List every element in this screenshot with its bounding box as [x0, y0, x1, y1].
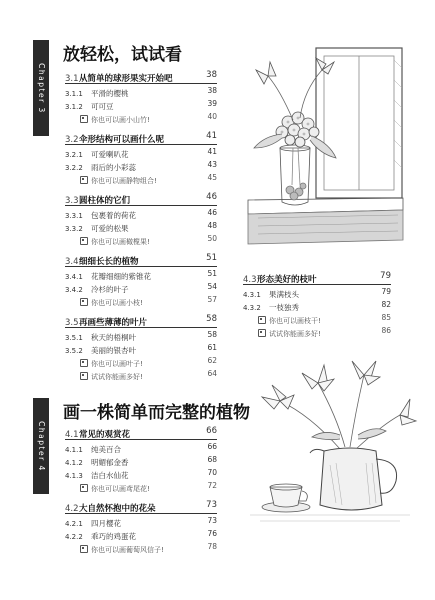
toc-list [65, 424, 217, 553]
toc-label: 平滑的樱桃 [91, 89, 129, 98]
pencil-note-icon [258, 316, 266, 324]
toc-number: 4.3 [243, 275, 257, 285]
pencil-note-icon [258, 329, 266, 337]
toc-page-number: 51 [207, 269, 217, 278]
toc-number: 3.4 [65, 257, 79, 267]
tip-icon [65, 114, 91, 127]
toc-number: 4.3.2 [243, 304, 261, 312]
toc-number: 3.5 [65, 318, 79, 328]
chapter-title: 放轻松，试试看 [63, 45, 182, 65]
toc-label: 细细长长的植物 [79, 257, 139, 267]
toc-item [65, 219, 217, 232]
toc-page-number: 82 [381, 300, 391, 309]
toc-item [65, 527, 217, 540]
toc-item [65, 280, 217, 293]
toc-label: 你也可以画叶子! [91, 360, 143, 368]
toc-number: 3.1.2 [65, 103, 83, 111]
tip-icon [65, 371, 91, 384]
toc-page-number: 58 [206, 314, 217, 324]
toc-label: 大自然怀抱中的花朵 [79, 504, 156, 514]
toc-page-number: 43 [207, 160, 217, 169]
pencil-note-icon [80, 545, 88, 553]
toc-tip [65, 293, 217, 306]
toc-page-number: 61 [207, 343, 217, 352]
tip-icon [65, 175, 91, 188]
toc-section [65, 312, 217, 328]
toc-label: 冷杉的叶子 [91, 285, 129, 294]
toc-page-number: 39 [207, 99, 217, 108]
toc-item [65, 206, 217, 219]
toc-page-number: 48 [207, 221, 217, 230]
tip-icon [65, 297, 91, 310]
toc-page-number: 73 [207, 516, 217, 525]
toc-section [65, 498, 217, 514]
tip-icon [243, 328, 269, 341]
toc-number: 3.4.2 [65, 286, 83, 294]
toc-number: 4.2 [65, 504, 79, 514]
tip-icon [65, 483, 91, 496]
toc-tip [243, 324, 391, 337]
toc-label: 试试你能画多好! [91, 373, 143, 381]
toc-page-number: 73 [206, 500, 217, 510]
toc-label: 雨后的小彩蕊 [91, 163, 136, 172]
toc-page-number: 40 [207, 112, 217, 121]
toc-number: 3.3.2 [65, 225, 83, 233]
toc-page-number: 72 [207, 481, 217, 490]
toc-item [243, 298, 391, 311]
toc-number: 3.2 [65, 135, 79, 145]
toc-section [65, 424, 217, 440]
toc-label: 一枝独秀 [269, 303, 299, 312]
toc-item [65, 453, 217, 466]
toc-page-number: 38 [206, 70, 217, 80]
toc-page-number: 50 [207, 234, 217, 243]
toc-page-number: 76 [207, 529, 217, 538]
toc-page-number: 46 [207, 208, 217, 217]
toc-label: 试试你能画多好! [269, 330, 321, 338]
toc-label: 纯美百合 [91, 445, 121, 454]
toc-tip [65, 540, 217, 553]
toc-item [65, 440, 217, 453]
toc-page-number: 78 [207, 542, 217, 551]
toc-number: 4.2.2 [65, 533, 83, 541]
toc-page-number: 79 [380, 271, 391, 281]
lilies-in-pitcher-with-teacup-sketch [240, 355, 420, 530]
toc-number: 4.1 [65, 430, 79, 440]
toc-page-number: 86 [381, 326, 391, 335]
toc-tip [65, 110, 217, 123]
toc-page-number: 85 [381, 313, 391, 322]
toc-label: 你也可以画小枝! [91, 299, 143, 307]
toc-page-number: 66 [207, 442, 217, 451]
toc-label: 你也可以画枝干! [269, 317, 321, 325]
toc-page-number: 54 [207, 282, 217, 291]
toc-page-number: 57 [207, 295, 217, 304]
toc-list [243, 269, 391, 337]
toc-item [65, 84, 217, 97]
pencil-note-icon [80, 115, 88, 123]
toc-number: 3.3 [65, 196, 79, 206]
toc-page-number: 51 [206, 253, 217, 263]
toc-number: 3.2.2 [65, 164, 83, 172]
toc-number: 3.4.1 [65, 273, 83, 281]
toc-page-number: 66 [206, 426, 217, 436]
toc-label: 伞形结构可以画什么呢 [79, 135, 165, 145]
toc-item [243, 285, 391, 298]
toc-page-number: 64 [207, 369, 217, 378]
tip-icon [65, 236, 91, 249]
toc-label: 形态美好的枝叶 [257, 275, 317, 285]
toc-section [243, 269, 391, 285]
pencil-note-icon [80, 176, 88, 184]
toc-item [65, 514, 217, 527]
toc-page-number: 68 [207, 455, 217, 464]
toc-item [65, 145, 217, 158]
toc-page-number: 41 [207, 147, 217, 156]
hydrangea-in-glass-vase-sketch [238, 40, 408, 250]
toc-item [65, 466, 217, 479]
toc-tip [65, 354, 217, 367]
chapter-tab [33, 398, 49, 494]
toc-number: 4.1.2 [65, 459, 83, 467]
pencil-note-icon [80, 237, 88, 245]
toc-section [65, 251, 217, 267]
toc-tip [65, 479, 217, 492]
toc-label: 包裹着的荷花 [91, 211, 136, 220]
toc-label: 圆柱体的它们 [79, 196, 131, 206]
toc-section [65, 190, 217, 206]
toc-number: 3.1.1 [65, 90, 83, 98]
toc-number: 3.3.1 [65, 212, 83, 220]
toc-list [65, 68, 217, 380]
toc-label: 可爱喇叭花 [91, 150, 129, 159]
toc-label: 可可豆 [91, 102, 114, 111]
toc-label: 你也可以画小山竹! [91, 116, 150, 124]
toc-number: 3.5.2 [65, 347, 83, 355]
toc-number: 4.1.1 [65, 446, 83, 454]
toc-tip [243, 311, 391, 324]
toc-label: 常见的观赏花 [79, 430, 131, 440]
chapter-title: 画一株简单而完整的植物 [63, 403, 250, 423]
toc-page-number: 38 [207, 86, 217, 95]
toc-page-number: 62 [207, 356, 217, 365]
toc-page-number: 46 [206, 192, 217, 202]
pencil-note-icon [80, 484, 88, 492]
toc-label: 四月樱花 [91, 519, 121, 528]
toc-page-number: 58 [207, 330, 217, 339]
chapter-tab-label: Chapter 4 [36, 420, 46, 472]
toc-item [65, 341, 217, 354]
toc-section [65, 68, 217, 84]
toc-label: 你也可以画鸢尾花! [91, 485, 150, 493]
tip-icon [65, 544, 91, 557]
toc-number: 4.1.3 [65, 472, 83, 480]
toc-number: 3.5.1 [65, 334, 83, 342]
pencil-note-icon [80, 372, 88, 380]
toc-tip [65, 171, 217, 184]
toc-label: 再画些薄薄的叶片 [79, 318, 148, 328]
toc-page-number: 45 [207, 173, 217, 182]
toc-label: 你也可以画橄榄果! [91, 238, 150, 246]
toc-number: 3.1 [65, 74, 79, 84]
pencil-note-icon [80, 359, 88, 367]
toc-label: 可爱的松果 [91, 224, 129, 233]
toc-item [65, 97, 217, 110]
toc-number: 4.2.1 [65, 520, 83, 528]
toc-label: 你也可以画静物组合! [91, 177, 157, 185]
toc-label: 果满枝头 [269, 290, 299, 299]
toc-tip [65, 232, 217, 245]
toc-tip [65, 367, 217, 380]
toc-label: 秋天的梧桐叶 [91, 333, 136, 342]
chapter-tab-label: Chapter 3 [36, 62, 46, 114]
toc-item [65, 158, 217, 171]
toc-label: 明媚郁金香 [91, 458, 129, 467]
toc-item [65, 267, 217, 280]
toc-label: 美丽的银杏叶 [91, 346, 136, 355]
toc-number: 4.3.1 [243, 291, 261, 299]
toc-page-number: 79 [381, 287, 391, 296]
toc-page-number: 70 [207, 468, 217, 477]
toc-number: 3.2.1 [65, 151, 83, 159]
chapter-tab [33, 40, 49, 136]
toc-label: 你也可以画葡萄风信子! [91, 546, 164, 554]
toc-label: 花瓣细细的紫锥花 [91, 272, 151, 281]
toc-item [65, 328, 217, 341]
toc-label: 洁白水仙花 [91, 471, 129, 480]
toc-section [65, 129, 217, 145]
toc-page-number: 41 [206, 131, 217, 141]
pencil-note-icon [80, 298, 88, 306]
toc-label: 从简单的球形果实开始吧 [79, 74, 173, 84]
toc-label: 乖巧的鸡蛋花 [91, 532, 136, 541]
